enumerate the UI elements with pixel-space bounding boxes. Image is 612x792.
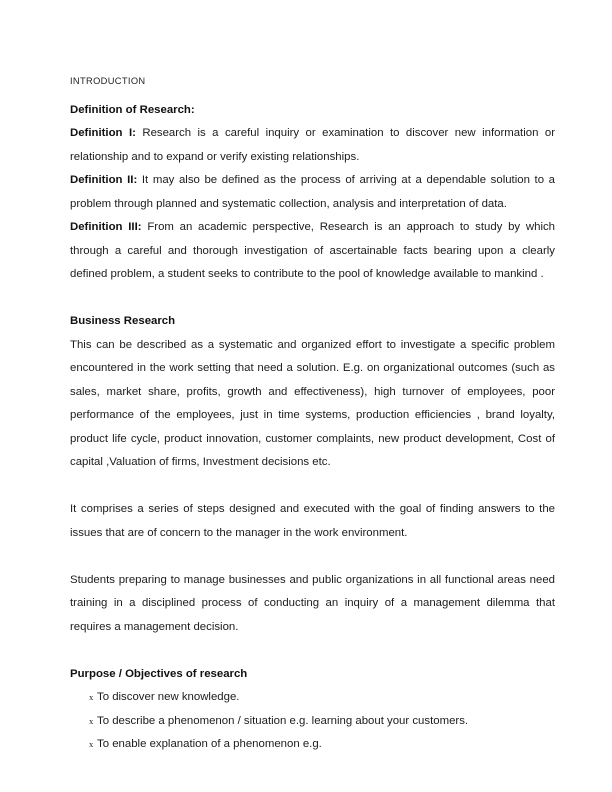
list-item-label: To discover new knowledge. xyxy=(97,691,240,703)
definition-3-term: Definition III: xyxy=(70,221,142,233)
paragraph-spacer xyxy=(70,475,555,499)
list-item-label: To describe a phenomenon / situation e.g. learning about your customers. xyxy=(97,714,469,727)
list-item-label: To enable explanation of a phenomenon e.g. xyxy=(97,738,322,750)
definition-1-text: Research is a careful inquiry or examination to discover new information or relationship and to expand or verify existing relationships. xyxy=(70,127,555,163)
paragraph-spacer xyxy=(70,545,555,569)
section-spacer xyxy=(70,287,555,311)
objectives-list xyxy=(70,686,555,757)
definition-2-term: Definition II: xyxy=(70,174,138,186)
section-spacer xyxy=(70,639,555,663)
bullet-marker-icon: x xyxy=(89,692,94,702)
heading-definition-of-research: Definition of Research: xyxy=(70,103,195,116)
bullet-marker-icon: x xyxy=(89,715,94,726)
heading-business-research: Business Research xyxy=(70,315,176,327)
definition-1-term: Definition I: xyxy=(70,127,136,139)
document-label-introduction: INTRODUCTION xyxy=(70,76,146,86)
definition-3-text: From an academic perspective, Research is an approach to study by which through a careful and thorough investigation of ascertainable facts bearing upon a clearly defined problem, a student seeks to contribute to the pool of knowledge available to mankind . xyxy=(70,221,556,280)
business-research-paragraph-1: This can be described as a systematic and organized effort to investigate a specific problem encountered in the work setting that need a solution. E.g. on organizational outcomes (such as sales, market share, profits, growth and effectiveness), high turnover of employees, poor performance of the employees, just in time systems, production efficiencies , brand loyalty, product life cycle, product innovation, customer complaints, new product development, Cost of capital ,Valuation of firms, Investment decisions etc. xyxy=(70,338,555,468)
heading-purpose-objectives-of-research: Purpose / Objectives of research xyxy=(70,667,248,680)
list-item xyxy=(70,710,555,734)
list-item xyxy=(70,686,555,710)
definition-2-paragraph xyxy=(70,169,555,216)
bullet-marker-icon: x xyxy=(89,739,94,749)
definition-2-text: It may also be defined as the process of arriving at a dependable solution to a problem through planned and systematic collection, analysis and interpretation of data. xyxy=(70,174,555,210)
business-research-paragraph-2: It comprises a series of steps designed and executed with the goal of finding answers to the issues that are of concern to the manager in the work environment. xyxy=(70,503,555,539)
definition-1-paragraph xyxy=(70,122,555,169)
business-research-paragraph-3: Students preparing to manage businesses and public organizations in all functional areas need training in a disciplined process of conducting an inquiry of a management dilemma that requires a management decision. xyxy=(70,573,555,633)
list-item xyxy=(70,733,555,757)
definition-3-paragraph xyxy=(70,216,555,287)
